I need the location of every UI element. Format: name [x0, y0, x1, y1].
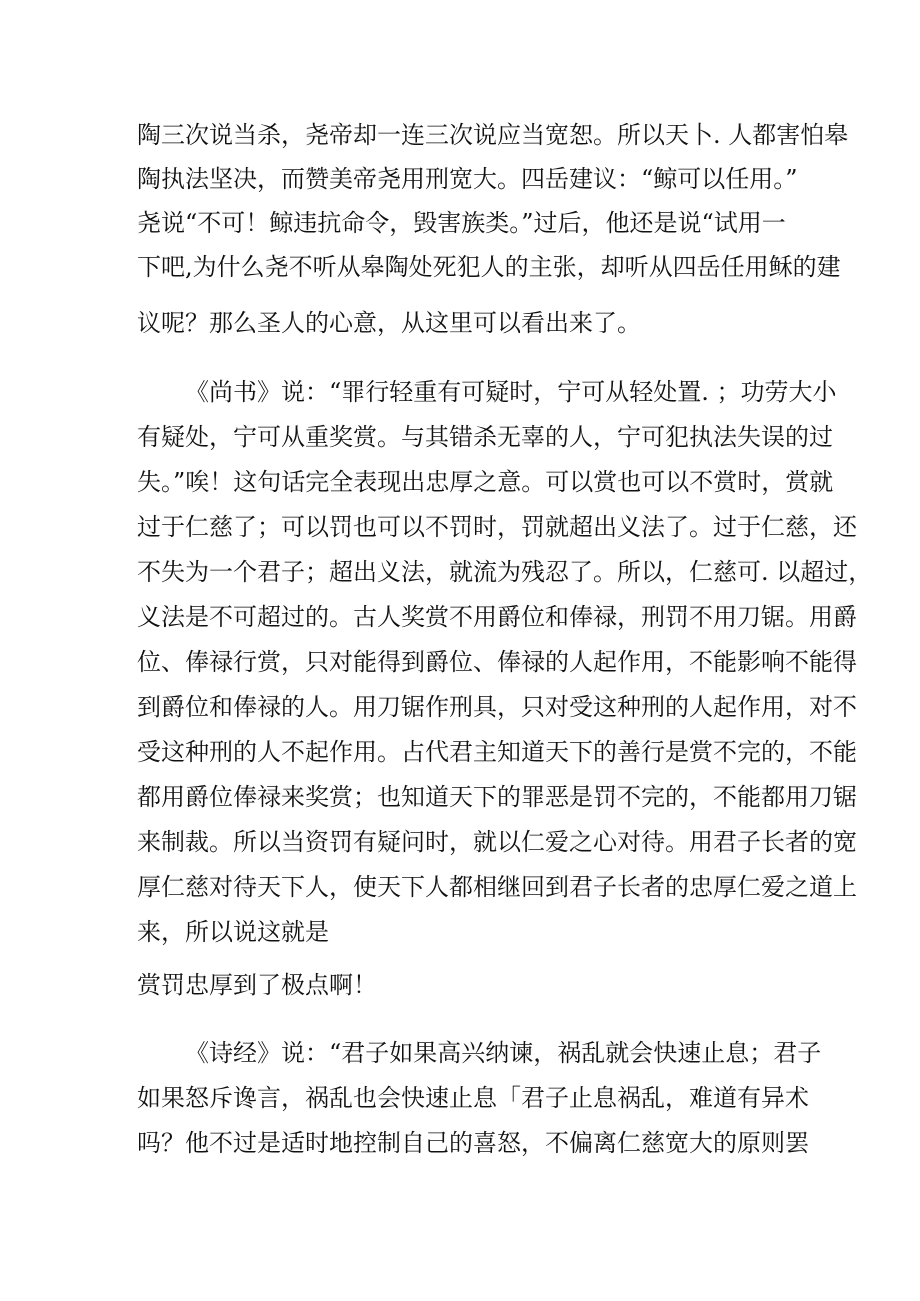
text-line: 来制裁。所以当资罚有疑问时，就以仁爱之心对待。用君子长者的宽 — [137, 828, 857, 856]
text-line: 来，所以说这就是 — [137, 918, 329, 946]
text-line: 位、俸禄行赏，只对能得到爵位、俸禄的人起作用，不能影响不能得 — [137, 648, 857, 676]
text-line: 赏罚忠厚到了极点啊！ — [137, 971, 377, 999]
text-line: 不失为一个君子；超出义法，就流为残忍了。所以，仁慈可. 以超过， — [137, 558, 873, 586]
text-line: 有疑处，宁可从重奖赏。与其错杀无辜的人，宁可犯执法失误的过 — [137, 423, 833, 451]
text-line: 吗？他不过是适时地控制自己的喜怒，不偏离仁慈宽大的原则罢 — [137, 1129, 809, 1157]
text-line: 到爵位和俸禄的人。用刀锯作刑具，只对受这种刑的人起作用，对不 — [137, 693, 857, 721]
text-line: 下吧,为什么尧不听从皋陶处死犯人的主张，却听从四岳任用稣的建 — [137, 253, 841, 281]
paragraph-start-line: 《尚书》说：“罪行轻重有可疑时，宁可从轻处置. ；功劳大小 — [185, 378, 837, 406]
paragraph-start-line: 《诗经》说：“君子如果高兴纳谏，祸乱就会快速止息；君子 — [185, 1039, 822, 1067]
text-line: 如果怒斥谗言，祸乱也会快速止息「君子止息祸乱，难道有异术 — [137, 1084, 809, 1112]
text-line: 义法是不可超过的。古人奖赏不用爵位和俸禄，刑罚不用刀锯。用爵 — [137, 603, 857, 631]
text-line: 陶执法坚决，而赞美帝尧用刑宽大。四岳建议：“鲸可以任用。” — [137, 165, 798, 193]
text-line: 议呢？那么圣人的心意，从这里可以看出来了。 — [137, 309, 641, 337]
text-line: 陶三次说当杀，尧帝却一连三次说应当宽恕。所以天卜. 人都害怕皋 — [137, 121, 849, 149]
text-line: 受这种刑的人不起作用。占代君主知道天下的善行是赏不完的，不能 — [137, 738, 857, 766]
text-line: 失。”唉！这句话完全表现出忠厚之意。可以赏也可以不赏时，赏就 — [137, 468, 834, 496]
text-line: 厚仁慈对待天下人，使天下人都相继回到君子长者的忠厚仁爱之道上 — [137, 873, 857, 901]
text-line: 尧说“不可！鲸违抗命令，毁害族类。”过后，他还是说“试用一 — [137, 209, 786, 237]
text-line: 过于仁慈了；可以罚也可以不罚时，罚就超出义法了。过于仁慈，还 — [137, 513, 857, 541]
text-line: 都用爵位俸禄来奖赏；也知道天下的罪恶是罚不完的，不能都用刀锯 — [137, 783, 857, 811]
